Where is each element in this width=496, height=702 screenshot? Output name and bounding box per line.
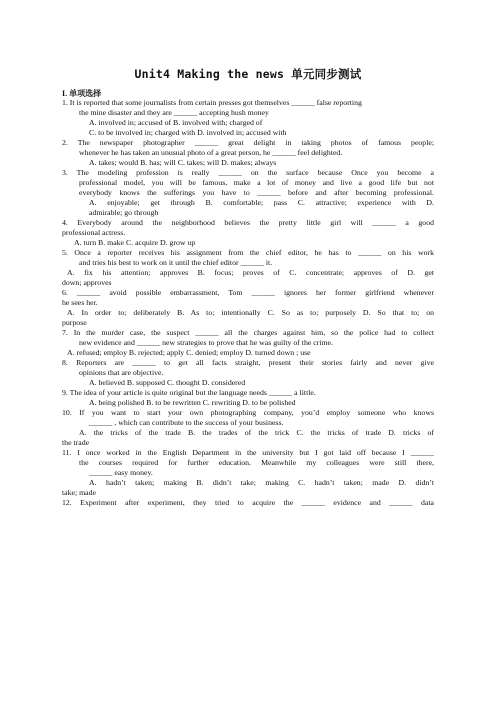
page-title: Unit4 Making the news 单元同步测试 [134, 67, 362, 81]
text-line: A. turn B. make C. acquire D. grow up [74, 238, 196, 247]
text-line: 7. In the murder case, the suspect ______ all the charges against him, so the police had to collect [62, 328, 434, 337]
text-line: take; made [62, 488, 96, 497]
text-line: A. believed B. supposed C. thought D. considered [89, 378, 246, 387]
text-line: A. involved in; accused of B. involved with; charged of [89, 118, 263, 127]
text-line: and tries his best to work on it until the chief editor ______ it. [79, 258, 273, 267]
text-line: 3. The modeling profession is really ______ on the surface because Once you become a [62, 168, 434, 177]
text-line: ______ , which can contribute to the success of your business. [89, 418, 284, 427]
text-line: professional model, you will be famous, make a lot of money and live a good life but not [79, 178, 434, 187]
text-line: ______ easy money. [89, 468, 153, 477]
text-line: A. the tricks of the trade B. the trades of the trick C. the tricks of trade D. tricks of [79, 428, 434, 437]
text-line: the mine disaster and they are ______ accepting hush money [79, 108, 269, 117]
text-line: 10. If you want to start your own photographing company, you’d employ someone who knows [62, 408, 434, 417]
text-line: 8. Reporters are ______ to get all facts straight, present their stories fairly and never give [62, 358, 434, 367]
text-line: opinions that are objective. [79, 368, 164, 377]
text-line: down; approves [62, 278, 112, 287]
text-line: 6. ______ avoid possible embarrassment, Tom ______ ignores her former girlfriend whenever [62, 288, 434, 297]
text-line: whenever he has taken an unusual photo of a great person, he ______ feel delighted. [79, 148, 343, 157]
text-line: C. to be involved in; charged with D. involved in; accused with [89, 128, 287, 137]
text-line: A. In order to; deliberately B. As to; intentionally C. So as to; purposely D. So that to; on [67, 308, 434, 317]
text-line: A. being polished B. to be rewritten C. rewriting D. to be polished [89, 398, 296, 407]
text-line: A. hadn’t taken; making B. didn’t take; making C. hadn’t taken; made D. didn’t [89, 478, 434, 487]
text-line: purpose [62, 318, 87, 327]
text-line: A. takes; would B. has; will C. takes; will D. makes; always [89, 158, 277, 167]
text-line: new evidence and ______ new strategies to prove that he was guilty of the crime. [79, 338, 333, 347]
text-line: A. enjoyable; get through B. comfortable; pass C. attractive; experience with D. [89, 198, 434, 207]
text-line: 4. Everybody around the neighborhood believes the pretty little girl will ______ a good [62, 218, 434, 227]
text-line: he sees her. [62, 298, 98, 307]
text-line: A. fix his attention; approves B. focus; proves of C. concentrate; approves of D. get [67, 268, 434, 277]
text-line: the courses required for further education. Meanwhile my colleagues were still there, [79, 458, 434, 467]
text-line: professional actress. [62, 228, 126, 237]
text-line: 9. The idea of your article is quite original but the language needs ______ a little. [62, 388, 316, 397]
text-line: 12. Experiment after experiment, they tried to acquire the ______ evidence and ______ data [62, 498, 434, 507]
text-line: 11. I once worked in the English Department in the university but I got laid off because I ______ [62, 448, 434, 457]
text-line: the trade [62, 438, 90, 447]
text-line: everybody knows the sufferings you have to ______ before and after becoming professional. [79, 188, 434, 197]
text-line: 1. It is reported that some journalists from certain presses got themselves ______ false reporting [62, 98, 362, 107]
text-line: admirable; go through [89, 208, 159, 217]
text-line: 5. Once a reporter receives his assignment from the chief editor, he has to ______ on his work [62, 248, 434, 257]
text-line: A. refused; employ B. rejected; apply C. denied; employ D. turned down ; use [67, 348, 311, 357]
section-heading: I. 单项选择 [62, 89, 102, 98]
text-line: 2. The newspaper photographer ______ great delight in taking photos of famous people; [62, 138, 434, 147]
